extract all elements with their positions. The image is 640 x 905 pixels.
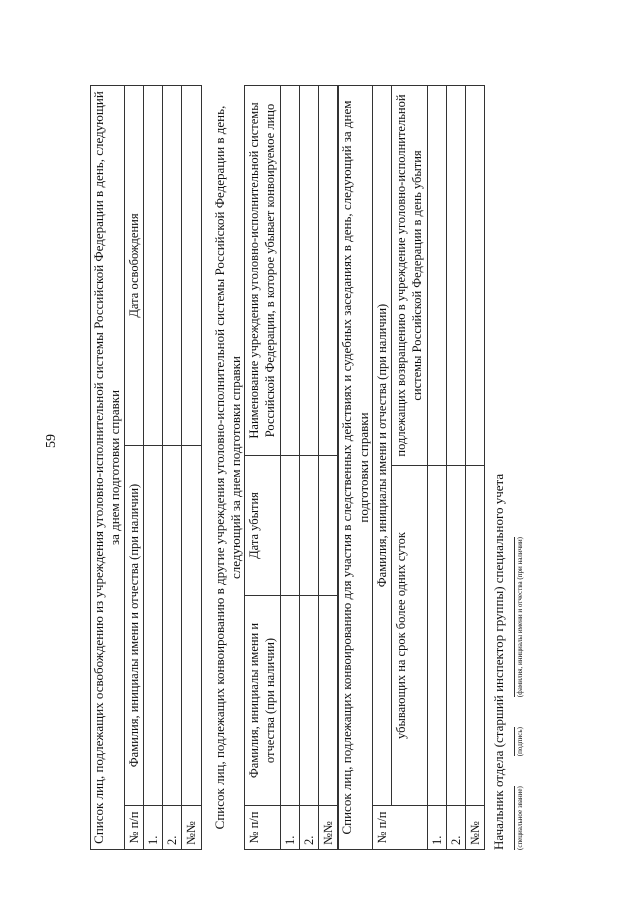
table-cell <box>163 86 182 446</box>
table-cell <box>446 466 465 806</box>
page-number: 59 <box>44 434 59 448</box>
investigation-header-group: Фамилия, инициалы имени и отчества (при наличии) <box>372 86 391 806</box>
rotated-document <box>90 85 525 850</box>
table-row <box>466 86 485 850</box>
convoy-header-institution: Наименование учреждения уголовно-исполнительной системы Российской Федерации, в которое убывает конвоируемое лицо <box>245 86 281 456</box>
table-cell <box>143 446 162 806</box>
table-row <box>446 86 465 850</box>
release-header-name: Фамилия, инициалы имени и отчества (при наличии) <box>124 446 143 806</box>
row-number: №№ <box>319 806 338 850</box>
table-cell <box>299 86 318 456</box>
release-header-date: Дата освобождения <box>124 86 143 446</box>
table-cell <box>280 86 299 456</box>
table-row <box>163 86 182 850</box>
row-number: №№ <box>466 806 485 850</box>
table-cell <box>280 456 299 596</box>
table-cell <box>427 466 446 806</box>
table-cell <box>182 86 201 446</box>
release-caption: Список лиц, подлежащих освобождению из учреждения уголовно-исполнительной системы Российской Федерации в день, следующий за днем подготовки справки <box>91 86 125 850</box>
rank-caption: (специальное звание) <box>516 786 525 850</box>
investigation-header-return: подлежащих возвращению в учреждение уголовно-исполнительной системы Российской Федерации в день убытия <box>392 86 428 466</box>
investigation-caption: Список лиц, подлежащих конвоированию для участия в следственных действиях и судебных заседаниях в день, следующий за днем подготовки справки <box>339 86 373 850</box>
row-number: 2. <box>163 806 182 850</box>
table-cell <box>299 596 318 806</box>
table-row <box>143 86 162 850</box>
name-caption: (фамилия, инициалы имени и отчества (при наличии) <box>516 537 525 698</box>
table-row <box>182 86 201 850</box>
convoy-header-name: Фамилия, инициалы имени и отчества (при наличии) <box>245 596 281 806</box>
convoy-table <box>244 85 338 850</box>
convoy-caption: Список лиц, подлежащих конвоированию в другие учреждения уголовно-исполнительной системы Российской Федерации в день, следующий за днем подготовки справки <box>211 105 243 830</box>
signer-title: Начальник отдела (старший инспектор группы) специального учета <box>491 473 507 850</box>
row-number: 1. <box>280 806 299 850</box>
row-number: 1. <box>143 806 162 850</box>
table-cell <box>466 86 485 466</box>
table-row <box>299 86 318 850</box>
table-cell <box>280 596 299 806</box>
row-number: 1. <box>427 806 446 850</box>
table-cell <box>299 456 318 596</box>
release-table <box>90 85 202 850</box>
table-cell <box>319 86 338 456</box>
signature-line <box>514 85 525 850</box>
investigation-header-no: № п/п <box>372 806 427 850</box>
table-row <box>319 86 338 850</box>
table-row <box>427 86 446 850</box>
row-number: 2. <box>299 806 318 850</box>
release-header-no: № п/п <box>124 806 143 850</box>
table-cell <box>319 596 338 806</box>
convoy-header-date: Дата убытия <box>245 456 281 596</box>
table-cell <box>182 446 201 806</box>
convoy-header-no: № п/п <box>245 806 281 850</box>
signature-caption: (подпись) <box>516 727 525 757</box>
investigation-header-over-day: убывающих на срок более одних суток <box>392 466 428 806</box>
table-cell <box>466 466 485 806</box>
table-cell <box>143 86 162 446</box>
table-cell <box>163 446 182 806</box>
investigation-table <box>338 85 485 850</box>
table-cell <box>446 86 465 466</box>
row-number: №№ <box>182 806 201 850</box>
table-cell <box>319 456 338 596</box>
table-cell <box>427 86 446 466</box>
row-number: 2. <box>446 806 465 850</box>
table-row <box>280 86 299 850</box>
